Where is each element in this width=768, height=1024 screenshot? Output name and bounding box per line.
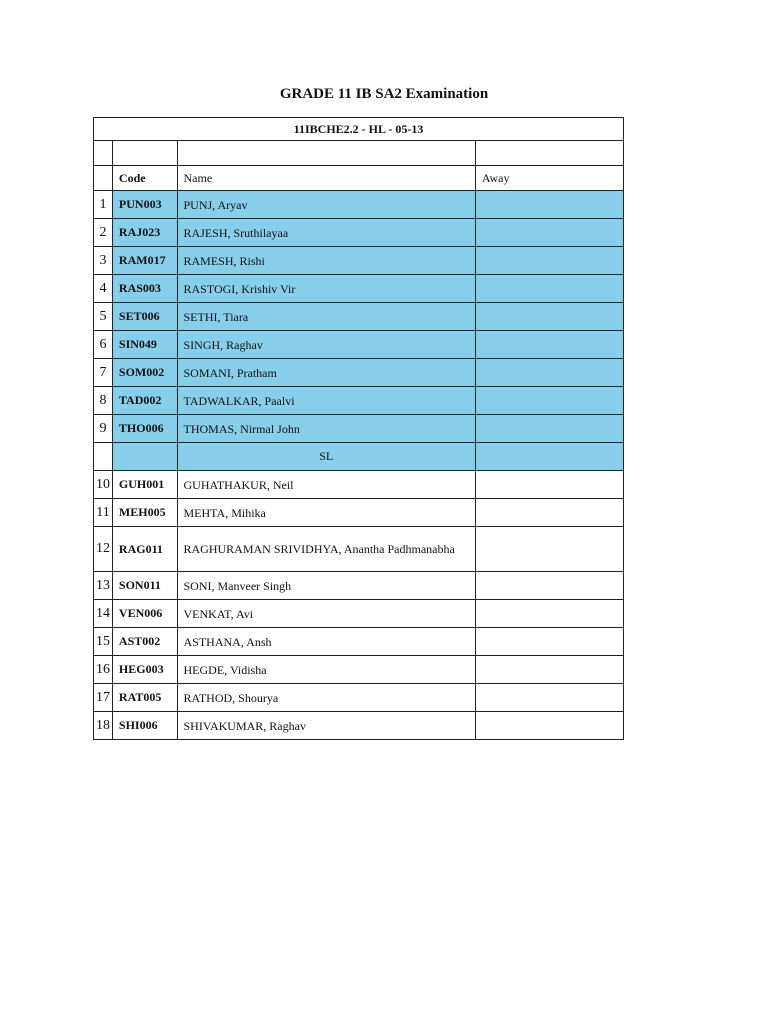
student-code: RAM017: [112, 247, 177, 275]
away-cell: [475, 600, 623, 628]
student-code: TAD002: [112, 387, 177, 415]
student-code: AST002: [112, 628, 177, 656]
blank-cell: [94, 141, 113, 166]
student-row: [94, 247, 624, 275]
student-code: RAS003: [112, 275, 177, 303]
student-row: [94, 359, 624, 387]
student-name: [177, 275, 475, 303]
student-code: PUN003: [112, 191, 177, 219]
away-cell: [475, 499, 623, 527]
student-code: SHI006: [112, 712, 177, 740]
away-cell: [475, 628, 623, 656]
student-name-text: PUNJ, Aryav: [183, 197, 248, 212]
student-name: [177, 359, 475, 387]
divider-num: [94, 443, 113, 471]
row-number: 4: [94, 275, 113, 303]
row-number: 1: [94, 191, 113, 219]
student-code: RAG011: [112, 527, 177, 572]
student-name-text: SOMANI, Pratham: [183, 365, 277, 380]
student-code: SON011: [112, 572, 177, 600]
student-name-text: RAMESH, Rishi: [183, 253, 265, 268]
student-name: [177, 656, 475, 684]
header-away: Away: [475, 166, 623, 191]
away-cell: [475, 527, 623, 572]
student-name: [177, 387, 475, 415]
student-row: [94, 684, 624, 712]
student-code: SIN049: [112, 331, 177, 359]
blank-cell: [475, 141, 623, 166]
row-number: 8: [94, 387, 113, 415]
group-code: 11IBCHE2.2 - HL - 05-13: [94, 118, 624, 141]
student-row: [94, 331, 624, 359]
student-code: HEG003: [112, 656, 177, 684]
student-name-text: ASTHANA, Ansh: [183, 634, 272, 649]
student-name: [177, 331, 475, 359]
student-row: [94, 527, 624, 572]
document-title: GRADE 11 IB SA2 Examination: [279, 86, 489, 102]
student-name-text: RASTOGI, Krishiv Vir: [183, 281, 296, 296]
away-cell: [475, 712, 623, 740]
away-cell: [475, 275, 623, 303]
row-number: 3: [94, 247, 113, 275]
header-name: Name: [177, 166, 475, 191]
away-cell: [475, 387, 623, 415]
attendance-table: [93, 117, 624, 740]
row-number: 15: [94, 628, 113, 656]
student-row: [94, 499, 624, 527]
row-number: 2: [94, 219, 113, 247]
student-row: [94, 303, 624, 331]
student-code: GUH001: [112, 471, 177, 499]
group-code-row: [94, 118, 624, 141]
student-name-text: GUHATHAKUR, Neil: [183, 477, 294, 492]
student-name: [177, 303, 475, 331]
blank-cell: [177, 141, 475, 166]
away-cell: [475, 415, 623, 443]
student-name: [177, 471, 475, 499]
away-cell: [475, 303, 623, 331]
student-row: [94, 600, 624, 628]
student-code: SOM002: [112, 359, 177, 387]
student-name-text: THOMAS, Nirmal John: [183, 421, 300, 436]
student-code: SET006: [112, 303, 177, 331]
away-cell: [475, 219, 623, 247]
away-cell: [475, 684, 623, 712]
row-number: 18: [94, 712, 113, 740]
section-divider-row: [94, 443, 624, 471]
away-cell: [475, 471, 623, 499]
student-code: RAJ023: [112, 219, 177, 247]
student-name-text: TADWALKAR, Paalvi: [183, 393, 295, 408]
student-row: [94, 387, 624, 415]
student-code: THO006: [112, 415, 177, 443]
student-row: [94, 628, 624, 656]
student-name-text: RAGHURAMAN SRIVIDHYA, Anantha Padhmanabha: [183, 542, 455, 556]
blank-row: [94, 141, 624, 166]
student-row: [94, 415, 624, 443]
row-number: 9: [94, 415, 113, 443]
student-name: [177, 415, 475, 443]
student-name: [177, 219, 475, 247]
row-number: 17: [94, 684, 113, 712]
student-name-text: SINGH, Raghav: [183, 337, 263, 352]
row-number: 10: [94, 471, 113, 499]
away-cell: [475, 191, 623, 219]
student-row: [94, 275, 624, 303]
row-number: 6: [94, 331, 113, 359]
row-number: 16: [94, 656, 113, 684]
header-num: [94, 166, 113, 191]
student-name: [177, 191, 475, 219]
section-label: SL: [177, 443, 475, 471]
student-name-text: SONI, Manveer Singh: [183, 578, 292, 593]
row-number: 7: [94, 359, 113, 387]
header-row: [94, 166, 624, 191]
row-number: 5: [94, 303, 113, 331]
student-name: [177, 572, 475, 600]
away-cell: [475, 331, 623, 359]
student-code: RAT005: [112, 684, 177, 712]
student-name-text: VENKAT, Avi: [183, 606, 254, 621]
student-name-text: RATHOD, Shourya: [183, 690, 279, 705]
student-name-text: SETHI, Tiara: [183, 309, 249, 324]
student-row: [94, 471, 624, 499]
student-row: [94, 656, 624, 684]
student-name-text: MEHTA, Mihika: [183, 505, 266, 520]
student-name: [177, 712, 475, 740]
away-cell: [475, 359, 623, 387]
student-code: VEN006: [112, 600, 177, 628]
student-row: [94, 712, 624, 740]
student-name: [177, 600, 475, 628]
student-name: [177, 684, 475, 712]
row-number: 12: [94, 527, 113, 572]
away-cell: [475, 656, 623, 684]
divider-away: [475, 443, 623, 471]
student-row: [94, 572, 624, 600]
divider-code: [112, 443, 177, 471]
student-name-text: SHIVAKUMAR, Raghav: [183, 718, 306, 733]
away-cell: [475, 247, 623, 275]
row-number: 11: [94, 499, 113, 527]
student-name-text: RAJESH, Sruthilayaa: [183, 225, 289, 240]
student-row: [94, 219, 624, 247]
student-row: [94, 191, 624, 219]
student-name-text: HEGDE, Vidisha: [183, 662, 267, 677]
student-name: [177, 247, 475, 275]
header-code: Code: [112, 166, 177, 191]
away-cell: [475, 572, 623, 600]
row-number: 13: [94, 572, 113, 600]
student-name: [177, 499, 475, 527]
student-name: [177, 527, 475, 572]
student-code: MEH005: [112, 499, 177, 527]
row-number: 14: [94, 600, 113, 628]
blank-cell: [112, 141, 177, 166]
student-name: [177, 628, 475, 656]
